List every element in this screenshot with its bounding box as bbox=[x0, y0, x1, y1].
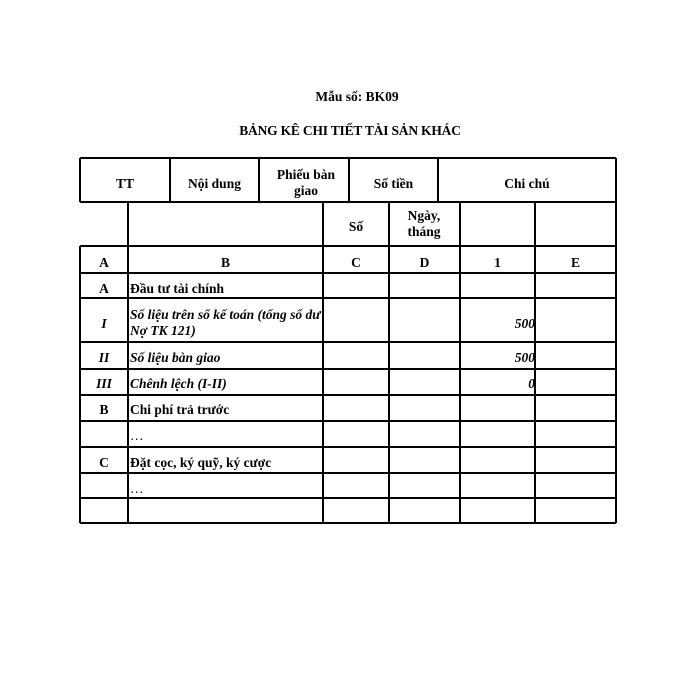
row-code: A bbox=[99, 281, 109, 296]
row-content: Chi phí trả trước bbox=[130, 402, 230, 417]
col-code-b: B bbox=[220, 255, 230, 270]
document-title: BẢNG KÊ CHI TIẾT TÀI SẢN KHÁC bbox=[239, 123, 461, 138]
col-code-1: 1 bbox=[494, 255, 501, 270]
row-code: I bbox=[101, 316, 107, 331]
row-content: … bbox=[130, 428, 144, 443]
form-code: Mẫu số: BK09 bbox=[315, 89, 399, 104]
col-code-d: D bbox=[419, 255, 430, 270]
col-code-e: E bbox=[570, 255, 580, 270]
col-code-c: C bbox=[351, 255, 361, 270]
row-content: Số liệu trên sổ kế toán (tổng số dư Nợ TK 121) bbox=[130, 307, 321, 338]
header-noi-dung: Nội dung bbox=[188, 176, 241, 191]
row-amount: 500 bbox=[514, 350, 535, 365]
row-code: III bbox=[96, 376, 112, 391]
row-content: Đầu tư tài chính bbox=[130, 281, 224, 296]
row-content: … bbox=[130, 481, 144, 496]
row-amount: 500 bbox=[514, 316, 535, 331]
row-code: II bbox=[98, 350, 110, 365]
col-code-a: A bbox=[99, 255, 109, 270]
header-ngay-thang: Ngày, tháng bbox=[407, 208, 441, 239]
header-phieu-ban-giao: Phiếu bàn giao bbox=[276, 167, 336, 198]
header-tt: TT bbox=[115, 176, 134, 191]
header-so: Số bbox=[348, 219, 364, 234]
header-so-tien: Số tiền bbox=[373, 176, 414, 191]
row-code: C bbox=[99, 455, 109, 470]
row-amount: 0 bbox=[528, 376, 535, 391]
row-content: Đặt cọc, ký quỹ, ký cược bbox=[130, 455, 272, 470]
row-content: Số liệu bàn giao bbox=[130, 350, 221, 365]
row-content: Chênh lệch (I-II) bbox=[130, 376, 227, 391]
header-chi-chu: Chi chú bbox=[504, 176, 550, 191]
row-code: B bbox=[99, 402, 109, 417]
